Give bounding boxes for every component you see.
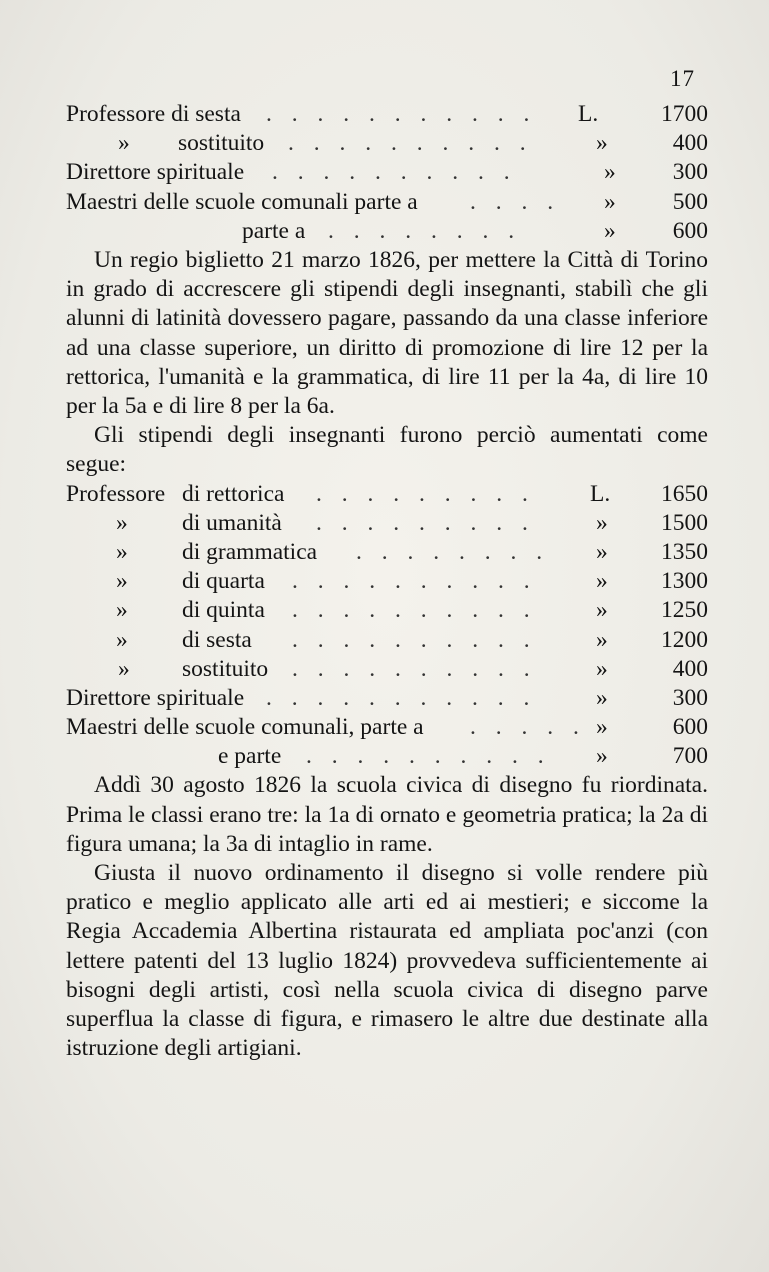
row-label: Maestri delle scuole comunali, parte a <box>66 714 424 741</box>
dot-leader: . . . . . . . . . . <box>272 159 517 186</box>
dot-leader: . . . . . . . . . . . <box>266 101 537 127</box>
row-amount: 1500 <box>661 509 708 536</box>
row-prefix: Professore <box>66 480 166 507</box>
row-label: parte a <box>242 217 306 244</box>
dot-leader: . . . . . . . . . . . <box>266 684 537 711</box>
currency-mark: » <box>596 568 608 595</box>
row-label: Direttore spirituale <box>66 159 245 186</box>
dot-leader: . . . . . . . . . <box>316 480 535 507</box>
currency-mark: » <box>596 655 608 682</box>
currency-mark: » <box>604 188 616 215</box>
row-amount: 600 <box>672 714 708 741</box>
row-label: di quinta <box>182 597 265 624</box>
ditto-mark: » <box>116 568 128 595</box>
row-amount: 1700 <box>661 101 708 127</box>
row-amount: 300 <box>672 684 708 711</box>
dot-leader: . . . . <box>470 188 561 215</box>
dot-leader: . . . . . . . . . . <box>306 743 551 770</box>
row-amount: 1650 <box>661 480 708 507</box>
table-row <box>66 480 708 509</box>
currency-mark: » <box>596 130 608 157</box>
dot-leader: . . . . . . . . . . <box>288 130 533 157</box>
currency-mark: L. <box>578 101 599 127</box>
currency-mark: » <box>596 626 608 653</box>
paragraph-scuola-disegno: Addì 30 agosto 1826 la scuola civica di disegno fu riordinata. Prima le classi erano tre: la 1a di ornato e geometria pratica; la 2a di figura umana; la 3a di intaglio in rame. <box>66 772 708 857</box>
table-row <box>66 129 708 158</box>
currency-mark: » <box>604 217 616 244</box>
paragraph-regio-biglietto: Un regio biglietto 21 marzo 1826, per mettere la Città di Torino in grado di accrescere gli stipendi degli insegnanti, stabilì che gli alunni di latinità dovessero pagare, passando da una classe inferiore ad una classe superiore, un diritto di promozione di lire 12 per la rettorica, l'umanità e la grammatica, di lire 11 per la 4a, di lire 10 per la 5a e di lire 8 per la 6a. <box>66 246 708 419</box>
table-row <box>66 742 708 771</box>
row-label: sostituito <box>178 130 265 157</box>
ditto-mark: » <box>116 509 128 536</box>
dot-leader: . . . . . . . . . <box>316 509 535 536</box>
currency-mark: » <box>596 714 608 741</box>
currency-mark: » <box>596 684 608 711</box>
table-row <box>66 713 708 742</box>
currency-mark: L. <box>590 480 611 507</box>
ditto-mark: » <box>116 538 128 565</box>
table-row <box>66 596 708 625</box>
row-label: Maestri delle scuole comunali parte a <box>66 188 418 215</box>
currency-mark: » <box>596 597 608 624</box>
row-label: di rettorica <box>182 480 285 507</box>
dot-leader: . . . . . . . . . . <box>292 626 537 653</box>
dot-leader: . . . . . . . . . . <box>292 655 537 682</box>
row-label: Direttore spirituale <box>66 684 245 711</box>
row-amount: 600 <box>672 217 708 244</box>
ditto-mark: » <box>116 597 128 624</box>
row-amount: 1300 <box>661 568 708 595</box>
row-amount: 700 <box>672 743 708 770</box>
currency-mark: » <box>596 509 608 536</box>
row-label: di grammatica <box>182 538 318 565</box>
row-label: di quarta <box>182 568 265 595</box>
dot-leader: . . . . . . . . . . <box>292 597 537 624</box>
row-amount: 1200 <box>661 626 708 653</box>
paragraph-stipendi: Gli stipendi degli insegnanti furono perciò aumentati come segue: <box>66 422 708 478</box>
row-amount: 300 <box>672 159 708 186</box>
row-amount: 1350 <box>661 538 708 565</box>
table-row <box>66 509 708 538</box>
ditto-mark: » <box>118 130 130 157</box>
row-label: e parte <box>218 743 282 770</box>
table-row <box>66 567 708 596</box>
row-label: di umanità <box>182 509 282 536</box>
paragraph-nuovo-ordinamento: Giusta il nuovo ordinamento il disegno si volle rendere più pratico e meglio applicato alle arti ed ai mestieri; e siccome la Regia Accademia Albertina ristaurata ed ampliata poc'anzi (con lettere patenti del 13 luglio 1824) provvedeva sufficientemente ai bisogni degli artisti, così nella scuola civica di disegno parve superflua la classe di figura, e rimasero le altre due destinate alla istruzione degli artigiani. <box>66 860 708 1062</box>
salary-table-new <box>66 480 708 772</box>
currency-mark: » <box>596 538 608 565</box>
table-row <box>66 217 708 246</box>
row-amount: 400 <box>672 130 708 157</box>
salary-table-old <box>66 100 708 246</box>
page-body <box>66 100 708 1063</box>
dot-leader: . . . . . . . . . . <box>292 568 537 595</box>
table-row <box>66 684 708 713</box>
currency-mark: » <box>596 743 608 770</box>
dot-leader: . . . . . . . . <box>356 538 550 565</box>
table-row <box>66 158 708 187</box>
ditto-mark: » <box>116 626 128 653</box>
table-row <box>66 655 708 684</box>
row-label: sostituito <box>182 655 269 682</box>
row-label: Professore di sesta <box>66 101 241 127</box>
table-row <box>66 188 708 217</box>
table-row <box>66 100 708 129</box>
table-row <box>66 626 708 655</box>
row-amount: 400 <box>672 655 708 682</box>
dot-leader: . . . . . <box>470 714 586 741</box>
ditto-mark: » <box>118 655 130 682</box>
table-row <box>66 538 708 567</box>
row-amount: 500 <box>672 188 708 215</box>
row-label: di sesta <box>182 626 252 653</box>
dot-leader: . . . . . . . . <box>328 217 522 244</box>
row-amount: 1250 <box>661 597 708 624</box>
currency-mark: » <box>604 159 616 186</box>
page-number: 17 <box>670 66 695 91</box>
